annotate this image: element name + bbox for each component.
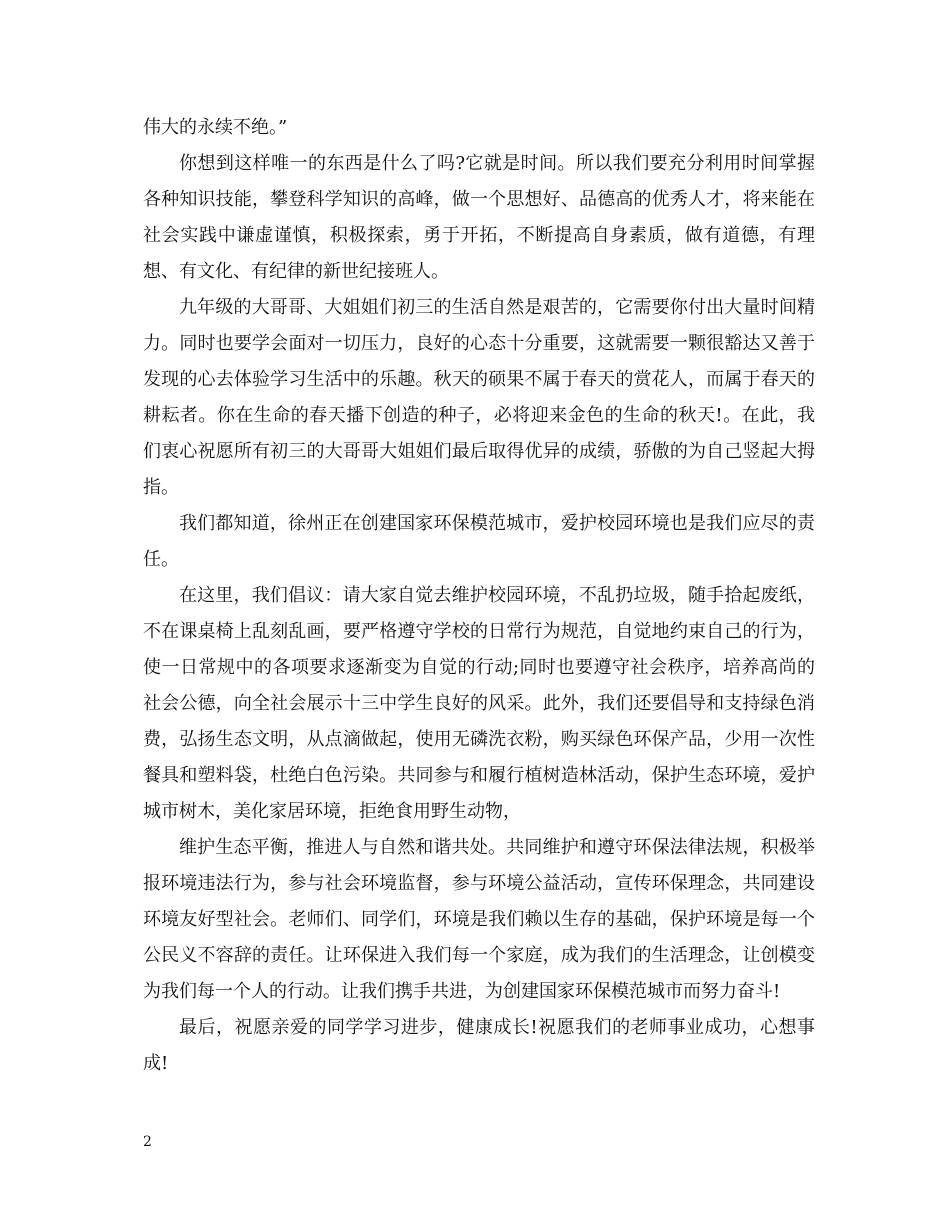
paragraph-continuation: 伟大的永续不绝。” — [143, 117, 288, 138]
paragraph-closing: 最后，祝愿亲爱的同学学习进步，健康成长!祝愿我们的老师事业成功，心想事成! — [143, 1017, 815, 1074]
paragraph-time: 你想到这样唯一的东西是什么了吗?它就是时间。所以我们要充分利用时间掌握各种知识技能，攀登科学知识的高峰，做一个思想好、品德高的优秀人才，将来能在社会实践中谦虚谨慎，积极探索，勇于开拓，不断提高自身素质，做有道德，有理想、有文化、有纪律的新世纪接班人。 — [143, 153, 815, 282]
paragraph-proposal: 在这里，我们倡议：请大家自觉去维护校园环境，不乱扔垃圾，随手拾起废纸，不在课桌椅上乱刻乱画，要严格遵守学校的日常行为规范，自觉地约束自己的行为，使一日常规中的各项要求逐渐变为自觉的行动;同时也要遵守社会秩序，培养高尚的社会公德，向全社会展示十三中学生良好的风采。此外，我们还要倡导和支持绿色消费，弘扬生态文明，从点滴做起，使用无磷洗衣粉，购买绿色环保产品，少用一次性餐具和塑料袋，杜绝白色污染。共同参与和履行植树造林活动，保护生态环境，爱护城市树木，美化家居环境，拒绝食用野生动物， — [143, 585, 815, 822]
paragraph-xuzhou: 我们都知道，徐州正在创建国家环保模范城市，爱护校园环境也是我们应尽的责任。 — [143, 513, 815, 570]
document-body — [143, 110, 815, 1082]
page-number: 2 — [143, 1134, 152, 1150]
paragraph-ecology: 维护生态平衡，推进人与自然和谐共处。共同维护和遵守环保法律法规，积极举报环境违法行为，参与社会环境监督，参与环境公益活动，宣传环保理念，共同建设环境友好型社会。老师们、同学们，环境是我们赖以生存的基础，保护环境是每一个公民义不容辞的责任。让环保进入我们每一个家庭，成为我们的生活理念，让创模变为我们每一个人的行动。让我们携手共进，为创建国家环保模范城市而努力奋斗! — [143, 837, 815, 1002]
paragraph-grade-nine: 九年级的大哥哥、大姐姐们初三的生活自然是艰苦的，它需要你付出大量时间精力。同时也要学会面对一切压力，良好的心态十分重要，这就需要一颗很豁达又善于发现的心去体验学习生活中的乐趣。秋天的硕果不属于春天的赏花人，而属于春天的耕耘者。你在生命的春天播下创造的种子，必将迎来金色的生命的秋天!。在此，我们衷心祝愿所有初三的大哥哥大姐姐们最后取得优异的成绩，骄傲的为自己竖起大拇指。 — [143, 297, 815, 498]
